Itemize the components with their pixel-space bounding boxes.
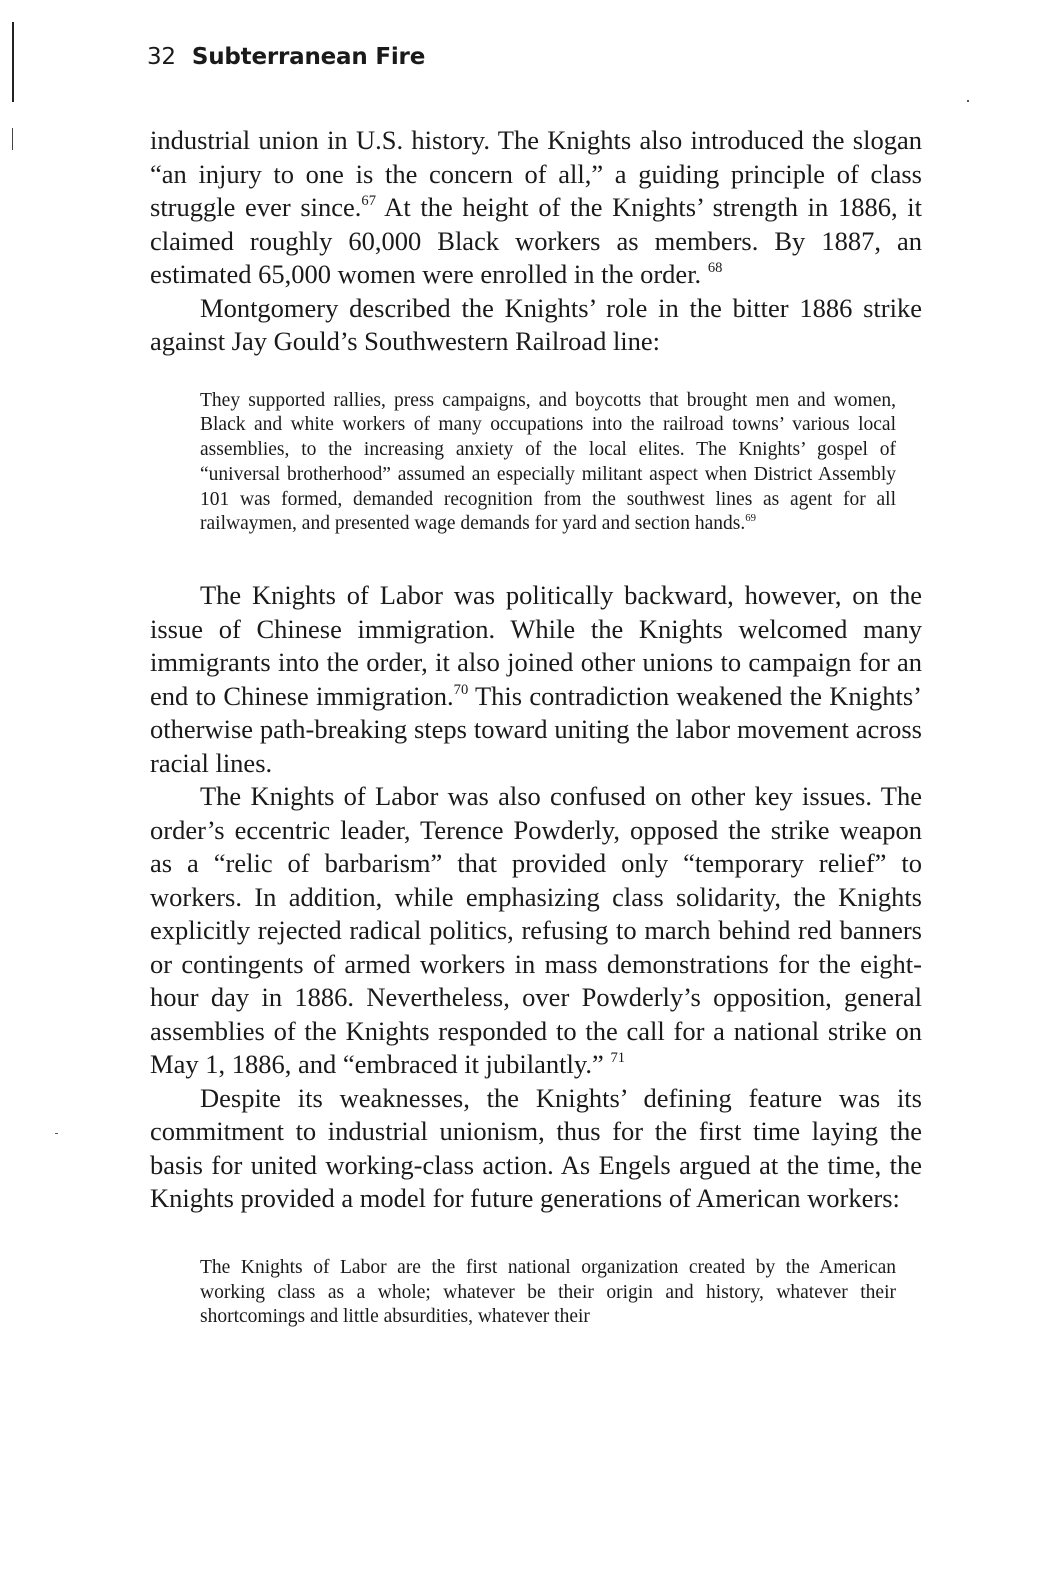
paragraph-chinese-immigration — [150, 579, 922, 780]
paragraph-text: At the height of the Knights’ strength in 1886, it claimed roughly 60,000 Black workers as members. By 1887, an estimated 65,000 women were enrolled in the order. — [150, 192, 922, 289]
block-quote-engels: The Knights of Labor are the first national organization created by the American working class as a whole; whatever be their origin and history, whatever their shortcomings and little absurdities, whatever their — [200, 1256, 896, 1328]
paragraph-continued — [150, 124, 922, 292]
footnote-ref-71: 71 — [610, 1050, 625, 1067]
quote-text: They supported rallies, press campaigns, and boycotts that brought men and women, Black and white workers of many occupations into the railroad towns’ various local assemblies, to the increasing anxiety of the local elites. The Knights’ gospel of “universal brotherhood” assumed an especially militant aspect when District Assembly 101 was formed, demanded recognition from the southwest lines as agent for all railwaymen, and presented wage demands for yard and section hands. — [200, 389, 896, 535]
paragraph-text: This contradiction weakened the Knights’ otherwise path-breaking steps toward uniting the labor movement across racial lines. — [150, 680, 922, 778]
scan-speck — [55, 1133, 58, 1134]
footnote-ref-70: 70 — [453, 681, 469, 698]
scan-edge-tick — [12, 128, 13, 150]
paragraph-powderly — [150, 780, 922, 1082]
running-title: Subterranean Fire — [191, 44, 426, 70]
page-body — [150, 124, 922, 1330]
page-number: 32 — [147, 44, 176, 70]
scan-edge-mark — [12, 22, 14, 102]
scan-speck — [967, 100, 969, 102]
paragraph-engels-intro: Despite its weaknesses, the Knights’ defining feature was its commitment to industrial unionism, thus for the first time laying the basis for united working-class action. As Engels argued at the time, the Knights provided a model for future generations of American workers: — [150, 1082, 922, 1214]
running-header — [147, 44, 425, 70]
footnote-ref-67: 67 — [361, 193, 376, 210]
footnote-ref-68: 68 — [707, 260, 723, 277]
paragraph-montgomery-intro: Montgomery described the Knights’ role in the bitter 1886 strike against Jay Gould’s Southwestern Railroad line: — [150, 292, 922, 356]
paragraph-text: The Knights of Labor was also confused on other key issues. The order’s eccentric leader, Terence Powderly, opposed the strike weapon as a “relic of barbarism” that provided only “temporary relief” to workers. In addition, while emphasizing class solidarity, the Knights explicitly rejected radical politics, refusing to march behind red banners or contingents of armed workers in mass demonstrations for the eight-hour day in 1886. Nevertheless, over Powderly’s opposition, general assemblies of the Knights responded to the call for a national strike on May 1, 1886, and “embraced it jubilantly.” — [150, 781, 922, 1080]
block-quote-montgomery — [200, 389, 896, 538]
paragraph-text: The Knights of Labor was politically backward, however, on the issue of Chinese immigration. While the Knights welcomed many immigrants into the order, it also joined other unions to campaign for an end to Chinese immigration. — [150, 580, 922, 711]
footnote-ref-69: 69 — [745, 512, 756, 525]
paragraph-text: industrial union in U.S. history. The Knights also introduced the slogan “an injury to one is the concern of all,” a guiding principle of class struggle ever since. — [150, 125, 922, 222]
